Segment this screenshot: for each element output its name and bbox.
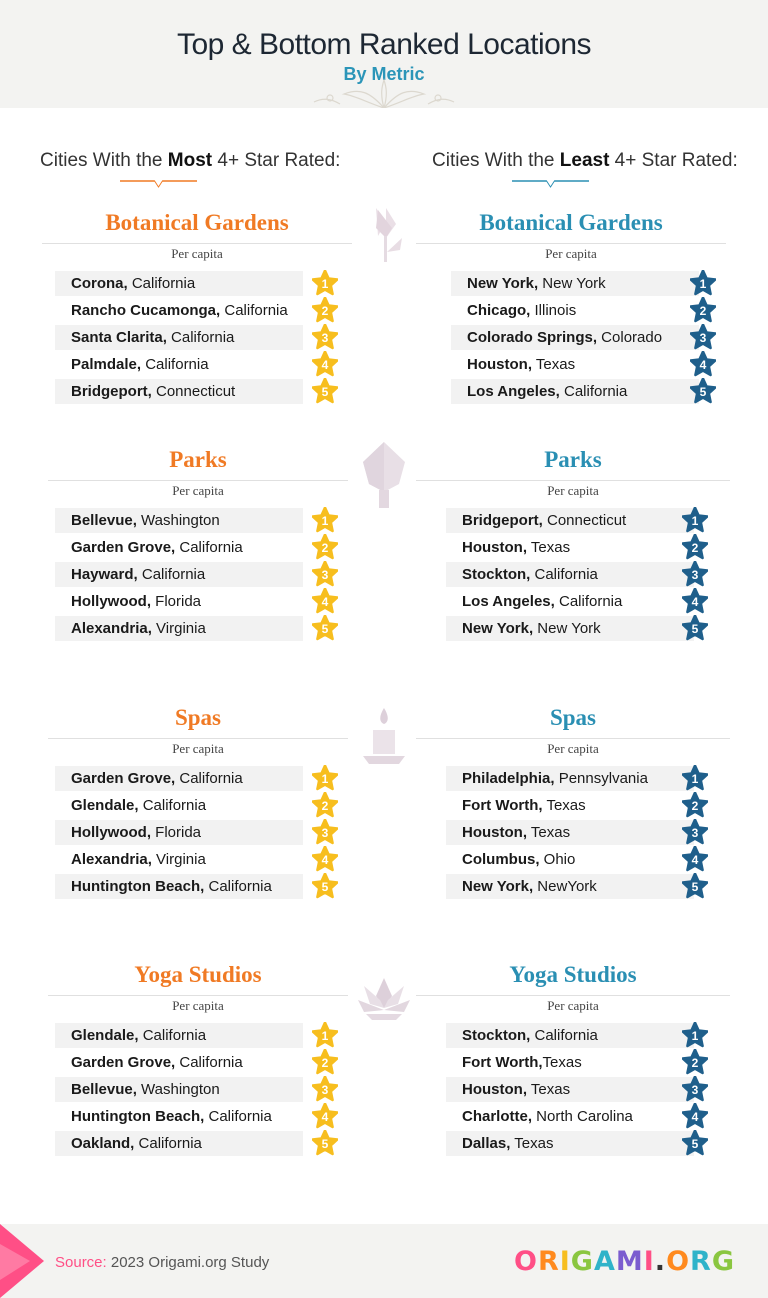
state-name: Texas xyxy=(532,356,576,373)
floral-decoration-icon xyxy=(300,78,468,108)
logo-letter: I xyxy=(643,1246,655,1277)
ranking-row xyxy=(446,793,694,818)
ranking-row xyxy=(446,535,694,560)
candle-icon xyxy=(359,708,409,773)
rank-number: 1 xyxy=(321,772,329,786)
city-name: Columbus, xyxy=(462,851,540,868)
rank-star-icon xyxy=(312,297,338,323)
ranking-row xyxy=(55,847,303,872)
ranking-row xyxy=(451,325,699,350)
rank-star-icon xyxy=(312,1103,338,1129)
state-name: Texas xyxy=(542,797,586,814)
rank-star-icon xyxy=(682,819,708,845)
left-heading-underline xyxy=(120,180,276,188)
state-name: California xyxy=(166,329,235,346)
state-name: Pennsylvania xyxy=(554,770,648,787)
ranking-row xyxy=(451,379,699,404)
logo-letter: O xyxy=(666,1246,691,1277)
rank-number: 2 xyxy=(691,1056,699,1070)
state-name: Florida xyxy=(151,824,202,841)
city-name: Alexandria, xyxy=(71,620,152,637)
state-name: California xyxy=(204,1108,272,1125)
ranking-row xyxy=(55,508,303,533)
rank-number: 5 xyxy=(691,1137,699,1151)
rank-number: 5 xyxy=(321,880,329,894)
rank-star-icon xyxy=(312,270,338,296)
rank-number: 1 xyxy=(691,772,699,786)
rank-number: 2 xyxy=(321,799,329,813)
tree-icon xyxy=(359,440,409,515)
city-name: Bellevue, xyxy=(71,1081,137,1098)
rank-star-icon xyxy=(312,1049,338,1075)
state-name: Texas xyxy=(510,1135,554,1152)
right-heading-prefix: Cities With the xyxy=(432,150,560,171)
city-name: Alexandria, xyxy=(71,851,152,868)
ranking-row xyxy=(446,1050,694,1075)
city-name: Santa Clarita, xyxy=(71,329,167,346)
rank-star-icon xyxy=(690,351,716,377)
state-name: California xyxy=(138,797,207,814)
state-name: California xyxy=(137,566,206,583)
rank-number: 4 xyxy=(691,595,699,609)
rank-star-icon xyxy=(312,846,338,872)
origami-logo[interactable] xyxy=(514,1246,735,1277)
state-name: California xyxy=(530,1027,598,1044)
right-section-divider xyxy=(416,243,726,244)
state-name: California xyxy=(175,539,243,556)
rank-star-icon xyxy=(312,615,338,641)
city-name: Colorado Springs, xyxy=(467,329,598,346)
right-column-heading xyxy=(432,150,738,172)
right-heading-emphasis: Least xyxy=(559,150,610,171)
state-name: California xyxy=(138,1027,207,1044)
ranking-row xyxy=(55,1131,303,1156)
left-heading-emphasis: Most xyxy=(167,150,213,171)
rank-number: 4 xyxy=(691,853,699,867)
city-name: Houston, xyxy=(462,824,527,841)
rank-number: 3 xyxy=(321,331,329,345)
state-name: Texas xyxy=(527,824,571,841)
state-name: Connecticut xyxy=(542,512,627,529)
city-name: Houston, xyxy=(467,356,532,373)
ranking-row xyxy=(55,562,303,587)
ranking-row xyxy=(446,508,694,533)
city-name: Philadelphia, xyxy=(462,770,555,787)
ranking-row xyxy=(446,1077,694,1102)
rank-number: 5 xyxy=(699,385,707,399)
ranking-row xyxy=(55,535,303,560)
rank-number: 5 xyxy=(321,385,329,399)
rank-star-icon xyxy=(312,507,338,533)
rank-number: 1 xyxy=(321,1029,329,1043)
right-section-divider xyxy=(416,480,730,481)
rank-number: 4 xyxy=(691,1110,699,1124)
logo-letter: O xyxy=(514,1246,538,1277)
origami-corner-icon xyxy=(0,1224,50,1298)
state-name: Texas xyxy=(527,1081,571,1098)
rank-number: 2 xyxy=(321,541,329,555)
state-name: Virginia xyxy=(151,851,206,868)
city-name: Hayward, xyxy=(71,566,138,583)
logo-letter: R xyxy=(537,1246,560,1277)
city-name: Rancho Cucamonga, xyxy=(71,302,221,319)
city-name: Glendale, xyxy=(71,1027,139,1044)
right-per-capita-note: Per capita xyxy=(547,741,599,756)
right-section-title: Parks xyxy=(544,447,602,472)
state-name: California xyxy=(175,770,243,787)
rank-star-icon xyxy=(312,765,338,791)
city-name: Bridgeport, xyxy=(462,512,543,529)
rank-number: 2 xyxy=(699,304,707,318)
rank-number: 2 xyxy=(691,799,699,813)
city-name: Corona, xyxy=(71,275,128,292)
right-section-title: Yoga Studios xyxy=(509,962,637,987)
city-name: New York, xyxy=(462,620,534,637)
city-name: New York, xyxy=(462,878,534,895)
city-name: Glendale, xyxy=(71,797,139,814)
city-name: Huntington Beach, xyxy=(71,1108,205,1125)
right-section-title: Spas xyxy=(549,705,597,730)
left-column-heading xyxy=(40,150,340,172)
logo-letter: G xyxy=(711,1246,735,1277)
rank-number: 3 xyxy=(321,1083,329,1097)
source-label: Source: xyxy=(55,1254,107,1271)
city-name: Huntington Beach, xyxy=(71,878,205,895)
rank-number: 3 xyxy=(691,1083,699,1097)
ranking-row xyxy=(55,1050,303,1075)
ranking-row xyxy=(446,1023,694,1048)
right-per-capita-note: Per capita xyxy=(547,483,599,498)
state-name: California xyxy=(559,383,628,400)
right-per-capita-note: Per capita xyxy=(545,246,597,261)
city-name: Hollywood, xyxy=(71,824,151,841)
state-name: Texas xyxy=(527,539,571,556)
source-note xyxy=(55,1254,269,1271)
ranking-row xyxy=(55,1104,303,1129)
state-name: North Carolina xyxy=(532,1108,633,1125)
rank-star-icon xyxy=(690,270,716,296)
rank-number: 4 xyxy=(699,358,707,372)
rank-star-icon xyxy=(312,1022,338,1048)
state-name: Colorado xyxy=(597,329,663,346)
ranking-row xyxy=(55,1077,303,1102)
lotus-icon xyxy=(358,978,410,1027)
logo-letter: M xyxy=(615,1246,644,1277)
city-name: Fort Worth, xyxy=(462,797,543,814)
city-name: Stockton, xyxy=(462,566,531,583)
city-name: New York, xyxy=(467,275,539,292)
state-name: Washington xyxy=(136,512,220,529)
ranking-row xyxy=(446,562,694,587)
header-banner xyxy=(0,0,768,108)
state-name: California xyxy=(530,566,598,583)
state-name: Virginia xyxy=(151,620,206,637)
ranking-row xyxy=(55,298,303,323)
ranking-row xyxy=(55,352,303,377)
rank-number: 3 xyxy=(321,568,329,582)
rank-star-icon xyxy=(312,378,338,404)
right-section-title: Botanical Gardens xyxy=(479,210,663,235)
ranking-row xyxy=(55,1023,303,1048)
city-name: Bellevue, xyxy=(71,512,137,529)
state-name: California xyxy=(175,1054,243,1071)
city-name: Oakland, xyxy=(71,1135,135,1152)
city-name: Stockton, xyxy=(462,1027,531,1044)
state-name: California xyxy=(134,1135,202,1152)
city-name: Garden Grove, xyxy=(71,1054,176,1071)
city-name: Bridgeport, xyxy=(71,383,152,400)
rank-number: 5 xyxy=(321,1137,329,1151)
rank-star-icon xyxy=(312,1130,338,1156)
left-section-divider xyxy=(48,995,348,996)
rank-number: 1 xyxy=(699,277,707,291)
logo-letter: I xyxy=(559,1246,571,1277)
city-name: Garden Grove, xyxy=(71,539,176,556)
rank-number: 1 xyxy=(321,514,329,528)
rank-star-icon xyxy=(682,588,708,614)
rank-number: 5 xyxy=(691,880,699,894)
state-name: New York xyxy=(533,620,601,637)
ranking-row xyxy=(451,298,699,323)
rank-number: 2 xyxy=(321,304,329,318)
ranking-row xyxy=(446,766,694,791)
rank-star-icon xyxy=(682,561,708,587)
tulip-icon xyxy=(366,208,406,269)
state-name: Ohio xyxy=(539,851,576,868)
state-name: NewYork xyxy=(533,878,597,895)
rank-star-icon xyxy=(312,588,338,614)
rank-star-icon xyxy=(312,324,338,350)
state-name: Connecticut xyxy=(151,383,236,400)
rank-number: 1 xyxy=(321,277,329,291)
rank-number: 4 xyxy=(321,853,329,867)
source-text: 2023 Origami.org Study xyxy=(106,1254,270,1271)
ranking-row xyxy=(55,874,303,899)
city-name: Charlotte, xyxy=(462,1108,533,1125)
left-section-title: Botanical Gardens xyxy=(105,210,289,235)
rank-number: 5 xyxy=(691,622,699,636)
state-name: California xyxy=(220,302,288,319)
rank-star-icon xyxy=(690,324,716,350)
state-name: Illinois xyxy=(530,302,577,319)
ranking-row xyxy=(446,874,694,899)
right-heading-suffix: 4+ Star Rated: xyxy=(609,150,738,171)
left-section-title: Parks xyxy=(169,447,227,472)
state-name: Florida xyxy=(151,593,202,610)
state-name: Texas xyxy=(542,1054,582,1071)
left-section-divider xyxy=(42,243,352,244)
rank-number: 2 xyxy=(691,541,699,555)
rank-number: 4 xyxy=(321,1110,329,1124)
city-name: Houston, xyxy=(462,539,527,556)
rank-number: 3 xyxy=(699,331,707,345)
logo-letter: G xyxy=(570,1246,594,1277)
right-heading-underline xyxy=(512,180,668,188)
city-name: Fort Worth, xyxy=(462,1054,543,1071)
ranking-row xyxy=(55,820,303,845)
rank-star-icon xyxy=(682,615,708,641)
state-name: New York xyxy=(538,275,606,292)
rank-number: 3 xyxy=(691,826,699,840)
rank-star-icon xyxy=(682,873,708,899)
city-name: Houston, xyxy=(462,1081,527,1098)
rank-star-icon xyxy=(690,297,716,323)
logo-letter: A xyxy=(593,1246,616,1277)
rank-star-icon xyxy=(690,378,716,404)
ranking-row xyxy=(55,379,303,404)
rank-star-icon xyxy=(682,1130,708,1156)
state-name: California xyxy=(204,878,272,895)
city-name: Chicago, xyxy=(467,302,531,319)
ranking-row xyxy=(451,352,699,377)
rank-star-icon xyxy=(312,1076,338,1102)
rank-star-icon xyxy=(312,561,338,587)
left-heading-suffix: 4+ Star Rated: xyxy=(212,150,341,171)
ranking-row xyxy=(55,766,303,791)
rank-star-icon xyxy=(312,351,338,377)
ranking-row xyxy=(446,616,694,641)
rank-number: 5 xyxy=(321,622,329,636)
left-per-capita-note: Per capita xyxy=(172,741,224,756)
rank-star-icon xyxy=(682,1022,708,1048)
ranking-row xyxy=(446,1104,694,1129)
left-section-title: Yoga Studios xyxy=(134,962,262,987)
ranking-row xyxy=(446,847,694,872)
right-section-divider xyxy=(416,995,730,996)
rank-number: 4 xyxy=(321,595,329,609)
rank-number: 1 xyxy=(691,514,699,528)
footer xyxy=(0,1224,768,1298)
right-section-divider xyxy=(416,738,730,739)
rank-star-icon xyxy=(312,873,338,899)
rank-star-icon xyxy=(682,1103,708,1129)
rank-number: 2 xyxy=(321,1056,329,1070)
rank-star-icon xyxy=(682,534,708,560)
rank-star-icon xyxy=(682,846,708,872)
ranking-row xyxy=(446,589,694,614)
left-section-divider xyxy=(48,480,348,481)
ranking-row xyxy=(55,589,303,614)
ranking-row xyxy=(55,271,303,296)
rank-star-icon xyxy=(682,1049,708,1075)
rank-star-icon xyxy=(312,819,338,845)
rank-star-icon xyxy=(312,534,338,560)
city-name: Garden Grove, xyxy=(71,770,176,787)
rank-star-icon xyxy=(682,507,708,533)
rank-number: 3 xyxy=(321,826,329,840)
city-name: Palmdale, xyxy=(71,356,142,373)
city-name: Los Angeles, xyxy=(462,593,555,610)
page-title: Top & Bottom Ranked Locations xyxy=(176,28,592,61)
ranking-row xyxy=(55,793,303,818)
city-name: Hollywood, xyxy=(71,593,151,610)
ranking-row xyxy=(55,325,303,350)
left-per-capita-note: Per capita xyxy=(172,483,224,498)
rank-number: 3 xyxy=(691,568,699,582)
left-section-title: Spas xyxy=(174,705,222,730)
rank-star-icon xyxy=(312,792,338,818)
ranking-row xyxy=(55,616,303,641)
city-name: Los Angeles, xyxy=(467,383,560,400)
rank-number: 1 xyxy=(691,1029,699,1043)
page-subtitle: By Metric xyxy=(343,64,425,84)
left-heading-prefix: Cities With the xyxy=(40,150,168,171)
state-name: California xyxy=(554,593,623,610)
ranking-row xyxy=(446,1131,694,1156)
state-name: California xyxy=(127,275,196,292)
state-name: Washington xyxy=(136,1081,220,1098)
city-name: Dallas, xyxy=(462,1135,511,1152)
ranking-row xyxy=(446,820,694,845)
rank-star-icon xyxy=(682,765,708,791)
logo-letter: . xyxy=(654,1246,667,1277)
left-per-capita-note: Per capita xyxy=(171,246,223,261)
rank-star-icon xyxy=(682,792,708,818)
left-per-capita-note: Per capita xyxy=(172,998,224,1013)
right-per-capita-note: Per capita xyxy=(547,998,599,1013)
logo-letter: R xyxy=(690,1246,712,1277)
state-name: California xyxy=(141,356,209,373)
left-section-divider xyxy=(48,738,348,739)
ranking-row xyxy=(451,271,699,296)
rank-star-icon xyxy=(682,1076,708,1102)
rank-number: 4 xyxy=(321,358,329,372)
